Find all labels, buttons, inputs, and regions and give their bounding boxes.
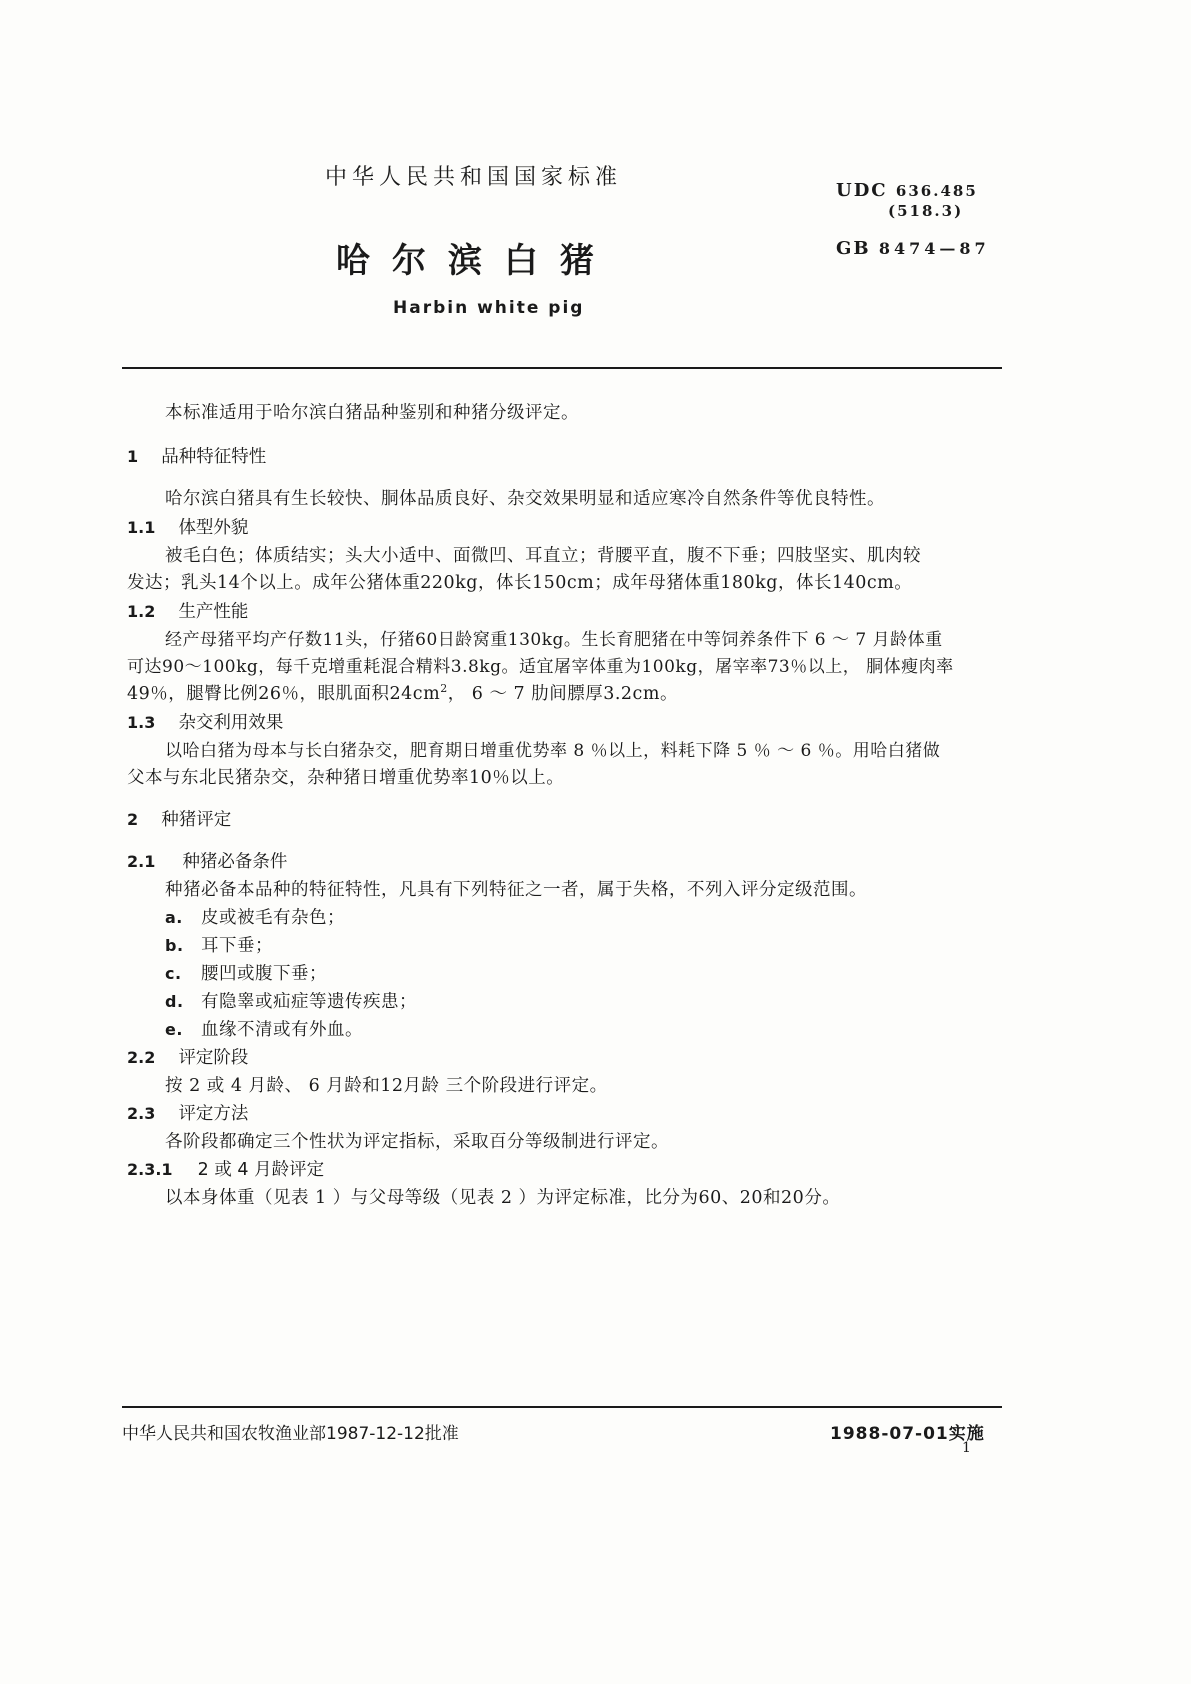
header-divider: [122, 367, 1002, 369]
section-2-3-1-text: 以本身体重（见表 1 ）与父母等级（见表 2 ）为评定标准，比分为60、20和20分。: [165, 1188, 841, 1208]
list-item: [165, 1016, 363, 1041]
section-title: 种猪评定: [161, 810, 232, 830]
gb-number: 8474—87: [878, 239, 990, 258]
item-text: 腰凹或腹下垂；: [201, 964, 327, 984]
section-1-2-line-2: 可达90～100kg，每千克增重耗混合精料3.8kg。适宜屠宰体重为100kg，屠宰率73％以上， 胴体瘦肉率: [127, 657, 954, 677]
section-number: 1.3: [127, 713, 156, 732]
approval-line: 中华人民共和国农牧渔业部1987-12-12批准: [122, 1424, 459, 1444]
item-text: 血缘不清或有外血。: [201, 1020, 363, 1040]
item-label: c.: [165, 964, 182, 983]
intro-paragraph: 本标准适用于哈尔滨白猪品种鉴别和种猪分级评定。: [165, 403, 579, 423]
section-title: 种猪必备条件: [182, 852, 288, 872]
section-1-2-line-1: 经产母猪平均产仔数11头，仔猪60日龄窝重130kg。生长育肥猪在中等饲养条件下 6 ～ 7 月龄体重: [165, 630, 943, 650]
section-title: 评定方法: [178, 1104, 249, 1124]
section-number: 2.2: [127, 1048, 156, 1067]
section-1-1-line-2: 发达；乳头14个以上。成年公猪体重220kg，体长150cm；成年母猪体重180kg，体长140cm。: [127, 573, 913, 593]
section-title: 评定阶段: [178, 1048, 249, 1068]
superscript: 2: [440, 682, 448, 696]
section-1-1-heading: [127, 514, 248, 539]
item-text: 皮或被毛有杂色；: [201, 908, 345, 928]
document-title: 哈尔滨白猪: [336, 241, 616, 281]
list-item: [165, 988, 417, 1013]
section-number: 2.3: [127, 1104, 156, 1123]
national-standard-heading: 中华人民共和国国家标准: [325, 165, 623, 190]
section-number: 1: [127, 447, 139, 466]
section-title: 品种特征特性: [161, 447, 267, 467]
section-number: 2.3.1: [127, 1160, 173, 1179]
section-title: 杂交利用效果: [178, 713, 284, 733]
line-text: 49％，腿臀比例26％，眼肌面积24cm: [127, 684, 441, 704]
section-2-3-text: 各阶段都确定三个性状为评定指标，采取百分等级制进行评定。: [165, 1132, 669, 1152]
section-1-3-line-1: 以哈白猪为母本与长白猪杂交，肥育期日增重优势率 8 ％以上，料耗下降 5 ％ ～ 6 ％。用哈白猪做: [165, 741, 941, 761]
item-label: e.: [165, 1020, 183, 1039]
section-1-1-line-1: 被毛白色；体质结实；头大小适中、面微凹、耳直立；背腰平直，腹不下垂；四肢坚实、肌肉较: [165, 546, 921, 566]
section-1-text: 哈尔滨白猪具有生长较快、胴体品质良好、杂交效果明显和适应寒冷自然条件等优良特性。: [165, 489, 885, 509]
section-1-2-line-3: [127, 680, 678, 705]
section-title: 体型外貌: [178, 518, 249, 538]
item-text: 耳下垂；: [201, 936, 273, 956]
list-item: [165, 960, 327, 985]
section-2-1-text: 种猪必备本品种的特征特性，凡具有下列特征之一者，属于失格，不列入评分定级范围。: [165, 880, 867, 900]
udc-code: [836, 180, 978, 201]
section-2-3-1-heading: [127, 1156, 324, 1181]
item-label: d.: [165, 992, 184, 1011]
section-1-heading: [127, 443, 266, 468]
section-number: 2: [127, 810, 139, 829]
list-item: [165, 904, 345, 929]
english-title: Harbin white pig: [393, 298, 585, 318]
section-1-3-line-2: 父本与东北民猪杂交，杂种猪日增重优势率10％以上。: [127, 768, 565, 788]
section-number: 1.2: [127, 602, 156, 621]
section-2-1-heading: [127, 848, 287, 873]
section-1-2-heading: [127, 598, 248, 623]
line-text: ， 6 ～ 7 肋间膘厚3.2cm。: [447, 684, 678, 704]
implementation-date: 1988-07-01实施: [830, 1424, 985, 1444]
section-number: 2.1: [127, 852, 156, 871]
section-title: 生产性能: [178, 602, 249, 622]
section-2-heading: [127, 806, 231, 831]
item-label: b.: [165, 936, 184, 955]
section-number: 1.1: [127, 518, 156, 537]
gb-code: [836, 238, 990, 259]
footer-divider: [122, 1406, 1002, 1408]
item-label: a.: [165, 908, 183, 927]
section-1-3-heading: [127, 709, 283, 734]
section-2-3-heading: [127, 1100, 248, 1125]
page-number: 1: [962, 1440, 971, 1456]
udc-number: 636.485: [895, 182, 978, 200]
section-title: 2 或 4 月龄评定: [197, 1160, 325, 1180]
section-2-2-heading: [127, 1044, 248, 1069]
udc-label: UDC: [836, 180, 888, 201]
section-2-2-text: 按 2 或 4 月龄、 6 月龄和12月龄 三个阶段进行评定。: [165, 1076, 608, 1096]
item-text: 有隐睾或疝症等遗传疾患；: [201, 992, 417, 1012]
gb-label: GB: [836, 238, 871, 259]
list-item: [165, 932, 273, 957]
udc-sub-code: (518.3): [888, 202, 964, 220]
